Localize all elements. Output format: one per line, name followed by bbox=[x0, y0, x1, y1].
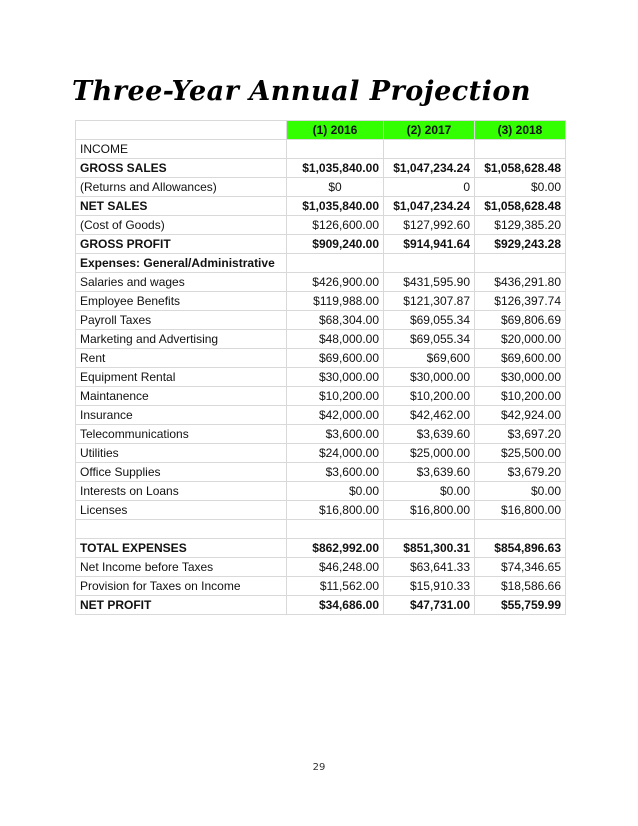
value-year-2 bbox=[384, 140, 475, 159]
projection-table bbox=[75, 120, 566, 615]
value-year-2: $25,000.00 bbox=[384, 444, 475, 463]
page-number: 29 bbox=[312, 762, 326, 773]
value-year-1: $126,600.00 bbox=[287, 216, 384, 235]
row-provision-for-taxes bbox=[76, 577, 566, 596]
row-income-heading bbox=[76, 140, 566, 159]
row-utilities bbox=[76, 444, 566, 463]
value-year-1: $1,035,840.00 bbox=[287, 159, 384, 178]
value-year-2: $69,055.34 bbox=[384, 330, 475, 349]
value-year-1: $10,200.00 bbox=[287, 387, 384, 406]
row-label: Marketing and Advertising bbox=[76, 330, 287, 349]
value-year-1 bbox=[287, 520, 384, 539]
value-year-3: $30,000.00 bbox=[475, 368, 566, 387]
value-year-2: $851,300.31 bbox=[384, 539, 475, 558]
row-gross-sales bbox=[76, 159, 566, 178]
row-office-supplies bbox=[76, 463, 566, 482]
header-cell-label bbox=[76, 121, 287, 140]
value-year-1: $0 bbox=[287, 178, 384, 197]
row-label: Salaries and wages bbox=[76, 273, 287, 292]
row-payroll-taxes bbox=[76, 311, 566, 330]
value-year-2: $914,941.64 bbox=[384, 235, 475, 254]
value-year-1: $68,304.00 bbox=[287, 311, 384, 330]
value-year-2: $10,200.00 bbox=[384, 387, 475, 406]
row-label: Licenses bbox=[76, 501, 287, 520]
value-year-1: $0.00 bbox=[287, 482, 384, 501]
value-year-2: $69,055.34 bbox=[384, 311, 475, 330]
value-year-2: $127,992.60 bbox=[384, 216, 475, 235]
value-year-3: $10,200.00 bbox=[475, 387, 566, 406]
value-year-1: $426,900.00 bbox=[287, 273, 384, 292]
value-year-2: 0 bbox=[384, 178, 475, 197]
row-label: Rent bbox=[76, 349, 287, 368]
value-year-3: $16,800.00 bbox=[475, 501, 566, 520]
value-year-3: $0.00 bbox=[475, 178, 566, 197]
row-label: Net Income before Taxes bbox=[76, 558, 287, 577]
value-year-1: $24,000.00 bbox=[287, 444, 384, 463]
value-year-2: $3,639.60 bbox=[384, 425, 475, 444]
value-year-3: $436,291.80 bbox=[475, 273, 566, 292]
value-year-1 bbox=[287, 140, 384, 159]
value-year-3 bbox=[475, 140, 566, 159]
row-label: Utilities bbox=[76, 444, 287, 463]
row-employee-benefits bbox=[76, 292, 566, 311]
row-label: Insurance bbox=[76, 406, 287, 425]
value-year-2: $42,462.00 bbox=[384, 406, 475, 425]
row-label: Expenses: General/Administrative bbox=[76, 254, 287, 273]
value-year-2: $16,800.00 bbox=[384, 501, 475, 520]
value-year-1: $862,992.00 bbox=[287, 539, 384, 558]
header-cell-year-3: (3) 2018 bbox=[475, 121, 566, 140]
row-label: Equipment Rental bbox=[76, 368, 287, 387]
value-year-3: $25,500.00 bbox=[475, 444, 566, 463]
value-year-2: $431,595.90 bbox=[384, 273, 475, 292]
value-year-3: $1,058,628.48 bbox=[475, 159, 566, 178]
row-label: Provision for Taxes on Income bbox=[76, 577, 287, 596]
row-label: Telecommunications bbox=[76, 425, 287, 444]
row-equipment-rental bbox=[76, 368, 566, 387]
row-returns-allowances bbox=[76, 178, 566, 197]
value-year-3: $55,759.99 bbox=[475, 596, 566, 615]
value-year-3 bbox=[475, 520, 566, 539]
row-expenses-heading bbox=[76, 254, 566, 273]
row-label: GROSS PROFIT bbox=[76, 235, 287, 254]
row-label: NET PROFIT bbox=[76, 596, 287, 615]
row-label: INCOME bbox=[76, 140, 287, 159]
header-cell-year-1: (1) 2016 bbox=[287, 121, 384, 140]
value-year-1: $46,248.00 bbox=[287, 558, 384, 577]
row-label: TOTAL EXPENSES bbox=[76, 539, 287, 558]
row-label bbox=[76, 520, 287, 539]
value-year-3: $0.00 bbox=[475, 482, 566, 501]
value-year-3: $126,397.74 bbox=[475, 292, 566, 311]
value-year-3: $854,896.63 bbox=[475, 539, 566, 558]
row-gross-profit bbox=[76, 235, 566, 254]
value-year-3: $69,600.00 bbox=[475, 349, 566, 368]
value-year-2: $3,639.60 bbox=[384, 463, 475, 482]
value-year-2: $0.00 bbox=[384, 482, 475, 501]
row-marketing-advertising bbox=[76, 330, 566, 349]
header-row bbox=[76, 121, 566, 140]
value-year-1: $69,600.00 bbox=[287, 349, 384, 368]
value-year-2: $1,047,234.24 bbox=[384, 159, 475, 178]
value-year-3: $129,385.20 bbox=[475, 216, 566, 235]
value-year-3: $3,697.20 bbox=[475, 425, 566, 444]
value-year-2: $47,731.00 bbox=[384, 596, 475, 615]
value-year-1: $42,000.00 bbox=[287, 406, 384, 425]
value-year-3: $3,679.20 bbox=[475, 463, 566, 482]
row-label: Employee Benefits bbox=[76, 292, 287, 311]
page-title: Three-Year Annual Projection bbox=[72, 76, 532, 107]
row-maintanence bbox=[76, 387, 566, 406]
row-cost-of-goods bbox=[76, 216, 566, 235]
value-year-1: $34,686.00 bbox=[287, 596, 384, 615]
value-year-3: $18,586.66 bbox=[475, 577, 566, 596]
row-net-sales bbox=[76, 197, 566, 216]
value-year-2: $121,307.87 bbox=[384, 292, 475, 311]
value-year-3: $1,058,628.48 bbox=[475, 197, 566, 216]
row-label: Interests on Loans bbox=[76, 482, 287, 501]
value-year-2: $63,641.33 bbox=[384, 558, 475, 577]
value-year-1: $30,000.00 bbox=[287, 368, 384, 387]
value-year-3: $20,000.00 bbox=[475, 330, 566, 349]
header-cell-year-2: (2) 2017 bbox=[384, 121, 475, 140]
value-year-3: $74,346.65 bbox=[475, 558, 566, 577]
row-insurance bbox=[76, 406, 566, 425]
value-year-1: $48,000.00 bbox=[287, 330, 384, 349]
row-label: (Cost of Goods) bbox=[76, 216, 287, 235]
row-spacer bbox=[76, 520, 566, 539]
value-year-2: $1,047,234.24 bbox=[384, 197, 475, 216]
row-rent bbox=[76, 349, 566, 368]
value-year-2: $69,600 bbox=[384, 349, 475, 368]
row-net-profit bbox=[76, 596, 566, 615]
value-year-3 bbox=[475, 254, 566, 273]
row-total-expenses bbox=[76, 539, 566, 558]
row-net-income-before-taxes bbox=[76, 558, 566, 577]
value-year-2: $30,000.00 bbox=[384, 368, 475, 387]
row-salaries-wages bbox=[76, 273, 566, 292]
value-year-1: $16,800.00 bbox=[287, 501, 384, 520]
row-label: Payroll Taxes bbox=[76, 311, 287, 330]
value-year-1: $3,600.00 bbox=[287, 425, 384, 444]
row-interests-on-loans bbox=[76, 482, 566, 501]
value-year-1: $3,600.00 bbox=[287, 463, 384, 482]
row-label: NET SALES bbox=[76, 197, 287, 216]
row-telecommunications bbox=[76, 425, 566, 444]
row-label: Office Supplies bbox=[76, 463, 287, 482]
value-year-1: $1,035,840.00 bbox=[287, 197, 384, 216]
row-label: Maintanence bbox=[76, 387, 287, 406]
value-year-2: $15,910.33 bbox=[384, 577, 475, 596]
value-year-3: $929,243.28 bbox=[475, 235, 566, 254]
value-year-3: $69,806.69 bbox=[475, 311, 566, 330]
value-year-1 bbox=[287, 254, 384, 273]
row-licenses bbox=[76, 501, 566, 520]
row-label: (Returns and Allowances) bbox=[76, 178, 287, 197]
value-year-1: $909,240.00 bbox=[287, 235, 384, 254]
value-year-1: $119,988.00 bbox=[287, 292, 384, 311]
value-year-2 bbox=[384, 254, 475, 273]
row-label: GROSS SALES bbox=[76, 159, 287, 178]
value-year-3: $42,924.00 bbox=[475, 406, 566, 425]
value-year-1: $11,562.00 bbox=[287, 577, 384, 596]
value-year-2 bbox=[384, 520, 475, 539]
